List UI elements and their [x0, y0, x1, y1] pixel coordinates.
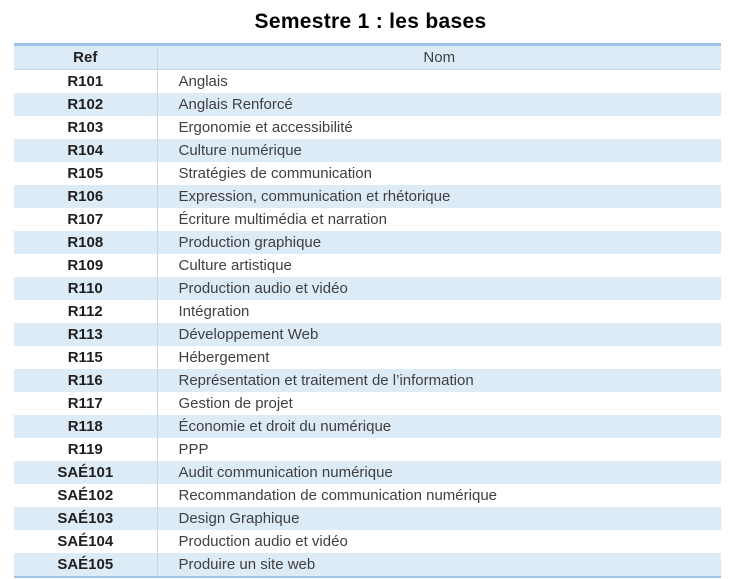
nom-cell: Production audio et vidéo — [157, 530, 721, 553]
table-row — [14, 70, 721, 94]
column-header-nom: Nom — [157, 45, 721, 70]
ref-cell: R107 — [67, 211, 104, 228]
ref-cell: R103 — [67, 119, 104, 136]
table-row — [14, 461, 721, 484]
table-row — [14, 185, 721, 208]
table-body — [14, 70, 721, 578]
ref-cell: SAÉ103 — [14, 507, 157, 530]
table-row — [14, 507, 721, 530]
ref-cell: R117 — [67, 395, 103, 412]
table-row — [14, 277, 721, 300]
nom-cell: Production graphique — [157, 231, 721, 254]
table-row — [14, 530, 721, 553]
table-row — [14, 231, 721, 254]
ref-cell: R119 — [67, 441, 103, 458]
ref-cell: R115 — [67, 349, 103, 366]
table-row — [14, 484, 721, 507]
ref-cell: R118 — [14, 415, 157, 438]
table-header — [14, 45, 721, 70]
nom-cell: Recommandation de communication numérique — [157, 484, 721, 507]
table-row — [14, 300, 721, 323]
ref-cell: SAÉ102 — [57, 487, 114, 504]
table-row — [14, 93, 721, 116]
nom-cell: Culture numérique — [157, 139, 721, 162]
nom-cell: Culture artistique — [157, 254, 721, 277]
ref-cell: R110 — [14, 277, 157, 300]
modules-table — [14, 43, 721, 578]
table-row — [14, 369, 721, 392]
ref-cell: R108 — [14, 231, 157, 254]
table-row — [14, 208, 721, 231]
nom-cell: Audit communication numérique — [157, 461, 721, 484]
nom-cell: Économie et droit du numérique — [157, 415, 721, 438]
ref-cell: R109 — [67, 257, 104, 274]
table-row — [14, 116, 721, 139]
nom-cell: Expression, communication et rhétorique — [157, 185, 721, 208]
ref-cell: SAÉ101 — [14, 461, 157, 484]
ref-cell: R105 — [67, 165, 104, 182]
nom-cell: Anglais — [157, 70, 721, 94]
table-row — [14, 346, 721, 369]
nom-cell: Développement Web — [157, 323, 721, 346]
table-row — [14, 553, 721, 577]
table-row — [14, 162, 721, 185]
nom-cell: Anglais Renforcé — [157, 93, 721, 116]
nom-cell: Stratégies de communication — [157, 162, 721, 185]
column-header-ref: Ref — [14, 45, 157, 70]
header-row — [14, 45, 721, 70]
table-row — [14, 254, 721, 277]
ref-cell: R102 — [14, 93, 157, 116]
page — [0, 10, 741, 579]
nom-cell: Ergonomie et accessibilité — [157, 116, 721, 139]
nom-cell: Produire un site web — [157, 553, 721, 577]
table-row — [14, 323, 721, 346]
nom-cell: Hébergement — [157, 346, 721, 369]
ref-cell: R104 — [14, 139, 157, 162]
ref-cell: R106 — [14, 185, 157, 208]
nom-cell: Design Graphique — [157, 507, 721, 530]
ref-cell: SAÉ105 — [14, 553, 157, 577]
page-title: Semestre 1 : les bases — [254, 10, 487, 33]
table-row — [14, 415, 721, 438]
ref-cell: SAÉ104 — [57, 533, 114, 550]
nom-cell: Représentation et traitement de l’information — [157, 369, 721, 392]
table-row — [14, 438, 721, 461]
ref-cell: R112 — [67, 303, 103, 320]
nom-cell: Production audio et vidéo — [157, 277, 721, 300]
nom-cell: Intégration — [157, 300, 721, 323]
ref-cell: R101 — [67, 73, 104, 90]
ref-cell: R116 — [14, 369, 157, 392]
nom-cell: Gestion de projet — [157, 392, 721, 415]
table-row — [14, 139, 721, 162]
table-row — [14, 392, 721, 415]
nom-cell: PPP — [157, 438, 721, 461]
ref-cell: R113 — [14, 323, 157, 346]
nom-cell: Écriture multimédia et narration — [157, 208, 721, 231]
